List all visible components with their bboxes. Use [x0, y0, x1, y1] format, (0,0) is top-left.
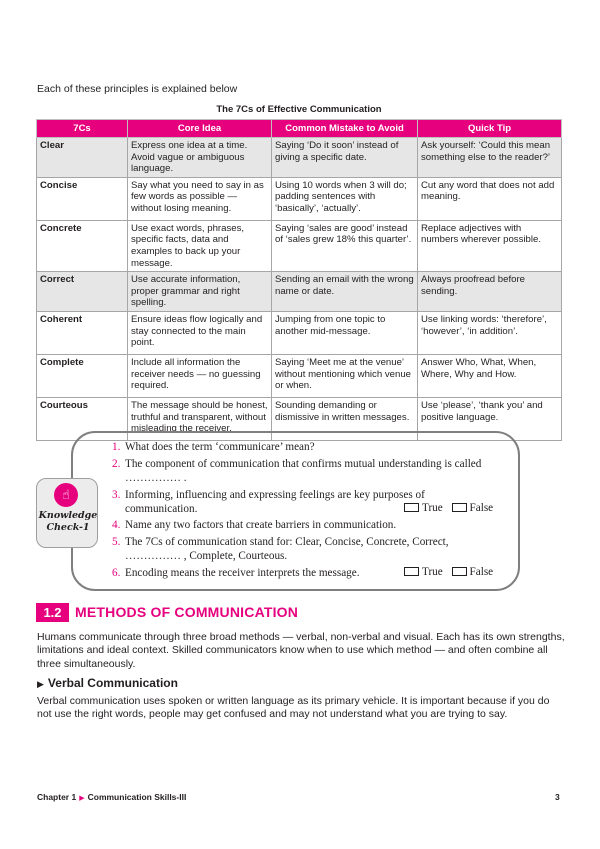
- cell-mistake: Saying ‘sales are good’ instead of ‘sales grew 18% this quarter’.: [272, 220, 418, 271]
- subheading: [37, 676, 178, 690]
- seven-cs-table: [36, 119, 562, 441]
- header-quick-tip: Quick Tip: [418, 120, 562, 138]
- cell-c: Concrete: [37, 220, 128, 271]
- intro-text: Each of these principles is explained below: [37, 83, 238, 95]
- cell-mistake: Saying ‘Do it soon’ instead of giving a specific date.: [272, 138, 418, 178]
- knowledge-check-label-line1: Knowledge: [38, 510, 98, 521]
- table-row: [37, 311, 562, 354]
- question-number: 4.: [112, 519, 121, 531]
- question-number: 3.: [112, 489, 121, 501]
- triangle-right-icon: ▶: [37, 679, 44, 689]
- table-header-row: [37, 120, 562, 138]
- knowledge-check-label-line2: Check-1: [46, 522, 90, 533]
- footer-title: Communication Skills-III: [87, 792, 187, 802]
- true-false-options: [404, 566, 493, 578]
- cell-c: Clear: [37, 138, 128, 178]
- cell-tip: Use linking words: ‘therefore’, ‘however’, ‘in addition’.: [418, 311, 562, 354]
- question-text: The component of communication that confirms mutual understanding is called …………… .: [125, 458, 482, 484]
- cell-tip: Use ‘please’, ‘thank you’ and positive language.: [418, 397, 562, 440]
- footer-chapter: Chapter 1: [37, 792, 77, 802]
- question-number: 6.: [112, 567, 121, 579]
- cell-tip: Always proofread before sending.: [418, 272, 562, 312]
- cell-core-idea: Express one idea at a time. Avoid vague or ambiguous language.: [128, 138, 272, 178]
- cell-c: Coherent: [37, 311, 128, 354]
- question-text: Informing, influencing and expressing feelings are key purposes of communication.: [125, 489, 425, 515]
- table-row: [37, 354, 562, 397]
- cell-core-idea: Use exact words, phrases, specific facts, data and examples to back up your message.: [128, 220, 272, 271]
- table-title: The 7Cs of Effective Communication: [216, 104, 382, 115]
- cell-mistake: Using 10 words when 3 will do; padding sentences with ‘basically’, ‘actually’.: [272, 177, 418, 220]
- section-title: METHODS OF COMMUNICATION: [75, 604, 299, 620]
- question-number: 2.: [112, 458, 121, 470]
- false-checkbox[interactable]: [452, 567, 467, 576]
- question-number: 5.: [112, 536, 121, 548]
- false-label: False: [469, 502, 494, 514]
- cell-mistake: Sounding demanding or dismissive in written messages.: [272, 397, 418, 440]
- true-checkbox[interactable]: [404, 567, 419, 576]
- cell-core-idea: Use accurate information, proper grammar and right spelling.: [128, 272, 272, 312]
- table-row: [37, 138, 562, 178]
- section-paragraph: Humans communicate through three broad methods — verbal, non-verbal and visual. Each has its own strengths, limitations and ideal context. Skilled communicators know when to use which method — and often combine all three simultaneously.: [37, 631, 565, 670]
- sub-paragraph: Verbal communication uses spoken or written language as its primary vehicle. It is important because if you do not use the right words, people may get confused and may not understand what you are trying to say.: [37, 695, 550, 721]
- cell-core-idea: Ensure ideas flow logically and stay connected to the main point.: [128, 311, 272, 354]
- question-text: The 7Cs of communication stand for: Clear, Concise, Concrete, Correct, …………… , Complete, Courteous.: [125, 536, 449, 562]
- true-label: True: [422, 566, 443, 578]
- header-7cs: 7Cs: [37, 120, 128, 138]
- cell-c: Correct: [37, 272, 128, 312]
- false-checkbox[interactable]: [452, 503, 467, 512]
- cell-core-idea: Include all information the receiver needs — no guessing required.: [128, 354, 272, 397]
- table-row: [37, 220, 562, 271]
- table-row: [37, 272, 562, 312]
- question-number: 1.: [112, 441, 121, 453]
- header-common-mistake: Common Mistake to Avoid: [272, 120, 418, 138]
- knowledge-check-badge: [36, 478, 98, 548]
- cell-c: Complete: [37, 354, 128, 397]
- section-number: 1.2: [36, 603, 69, 622]
- false-label: False: [469, 566, 494, 578]
- cell-tip: Replace adjectives with numbers wherever possible.: [418, 220, 562, 271]
- cell-mistake: Saying ‘Meet me at the venue’ without mentioning which venue or when.: [272, 354, 418, 397]
- cell-c: Concise: [37, 177, 128, 220]
- cell-c: Courteous: [37, 397, 128, 440]
- question-text: Encoding means the receiver interprets the message.: [125, 567, 360, 579]
- cell-core-idea: The message should be honest, truthful and transparent, without misleading the receiver.: [128, 397, 272, 440]
- cell-tip: Cut any word that does not add meaning.: [418, 177, 562, 220]
- page-number: 3: [555, 792, 560, 802]
- knowledge-check-label: [37, 510, 99, 534]
- question-text: What does the term ‘communicare’ mean?: [125, 441, 315, 453]
- cell-mistake: Jumping from one topic to another mid-message.: [272, 311, 418, 354]
- header-core-idea: Core Idea: [128, 120, 272, 138]
- cell-core-idea: Say what you need to say in as few words as possible — without losing meaning.: [128, 177, 272, 220]
- cell-tip: Answer Who, What, When, Where, Why and How.: [418, 354, 562, 397]
- triangle-right-icon: ▶: [79, 795, 85, 802]
- footer: [37, 792, 186, 802]
- cell-tip: Ask yourself: ‘Could this mean something else to the reader?’: [418, 138, 562, 178]
- subheading-text: Verbal Communication: [47, 676, 178, 690]
- table-row: [37, 177, 562, 220]
- true-label: True: [422, 502, 443, 514]
- true-false-options: [404, 502, 493, 514]
- cell-mistake: Sending an email with the wrong name or date.: [272, 272, 418, 312]
- cursor-click-icon: ☝: [54, 483, 78, 507]
- true-checkbox[interactable]: [404, 503, 419, 512]
- question-text: Name any two factors that create barriers in communication.: [125, 519, 397, 531]
